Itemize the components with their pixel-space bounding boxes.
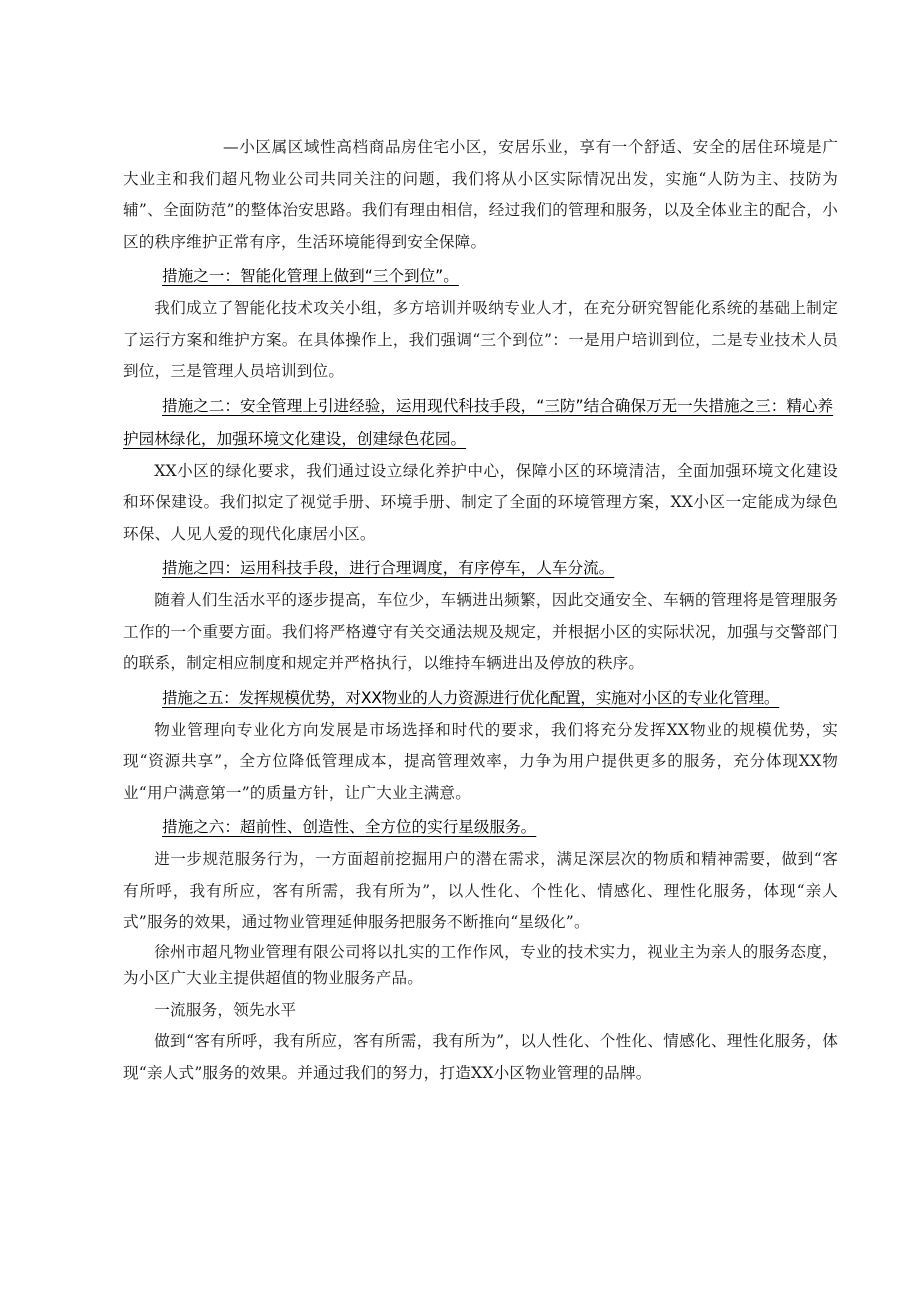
slogan-line: 一流服务，领先水平 [154, 1000, 297, 1019]
measure-1-heading-text: 措施之一：智能化管理上做到“三个到位”。 [162, 267, 459, 285]
measure-2-3-heading [123, 390, 838, 456]
company-paragraph: 徐州市超凡物业管理有限公司将以扎实的工作作风，专业的技术实力，视业主为亲人的服务态度，为小区广大业主提供超值的物业服务产品。 [123, 942, 838, 987]
measure-4-heading [123, 552, 838, 585]
measure-3-paragraph: XX小区的绿化要求，我们通过设立绿化养护中心，保障小区的环境清洁，全面加强环境文化建设和环保建设。我们拟定了视觉手册、环境手册、制定了全面的环境管理方案，XX小区一定能成为绿色环保、人见人爱的现代化康居小区。 [123, 461, 838, 543]
measure-6-heading-text: 措施之六：超前性、创造性、全方位的实行星级服务。 [162, 818, 537, 836]
measure-2-3-heading-text: 措施之二：安全管理上引进经验，运用现代科技手段，“三防”结合确保万无一失措施之三：精心养护园林绿化，加强环境文化建设，创建绿色花园。 [123, 396, 834, 448]
measure-5-heading-text: 措施之五：发挥规模优势，对XX物业的人力资源进行优化配置，实施对小区的专业化管理。 [162, 688, 780, 707]
intro-paragraph: —小区属区域性高档商品房住宅小区，安居乐业，享有一个舒适、安全的居住环境是广大业主和我们超凡物业公司共同关注的问题，我们将从小区实际情况出发，实施“人防为主、技防为辅”、全面防范”的整体治安思路。我们有理由相信，经过我们的管理和服务，以及全体业主的配合，小区的秩序维护正常有序，生活环境能得到安全保障。 [123, 138, 838, 251]
measure-5-paragraph: 物业管理向专业化方向发展是市场选择和时代的要求，我们将充分发挥XX物业的规模优势，实现“资源共享”，全方位降低管理成本，提高管理效率，力争为用户提供更多的服务，充分体现XX物业“用户满意第一”的质量方针，让广大业主满意。 [123, 720, 838, 802]
measure-5-heading [123, 682, 838, 715]
measure-6-heading [123, 811, 838, 844]
measure-1-paragraph: 我们成立了智能化技术攻关小组，多方培训并吸纳专业人才，在充分研究智能化系统的基础上制定了运行方案和维护方案。在具体操作上，我们强调“三个到位”：一是用户培训到位，二是专业技术人员到位，三是管理人员培训到位。 [123, 299, 838, 380]
measure-4-paragraph: 随着人们生活水平的逐步提高，车位少，车辆进出频繁，因此交通安全、车辆的管理将是管理服务工作的一个重要方面。我们将严格遵守有关交通法规及规定，并根据小区的实际状况，加强与交警部门的联系，制定相应制度和规定并严格执行，以维持车辆进出及停放的秩序。 [123, 591, 838, 672]
measure-4-heading-text: 措施之四：运用科技手段，进行合理调度，有序停车，人车分流。 [162, 559, 615, 577]
document-body [123, 132, 838, 1089]
closing-paragraph: 做到“客有所呼，我有所应，客有所需，我有所为”，以人性化、个性化、情感化、理性化服务，体现“亲人式”服务的效果。并通过我们的努力，打造XX小区物业管理的品牌。 [123, 1032, 838, 1082]
measure-6-paragraph: 进一步规范服务行为，一方面超前挖掘用户的潜在需求，满足深层次的物质和精神需要，做到“客有所呼，我有所应，客有所需，我有所为”，以人性化、个性化、情感化、理性化服务，体现“亲人式”服务的效果，通过物业管理延伸服务把服务不断推向“星级化”。 [123, 850, 838, 931]
measure-1-heading [123, 260, 838, 293]
